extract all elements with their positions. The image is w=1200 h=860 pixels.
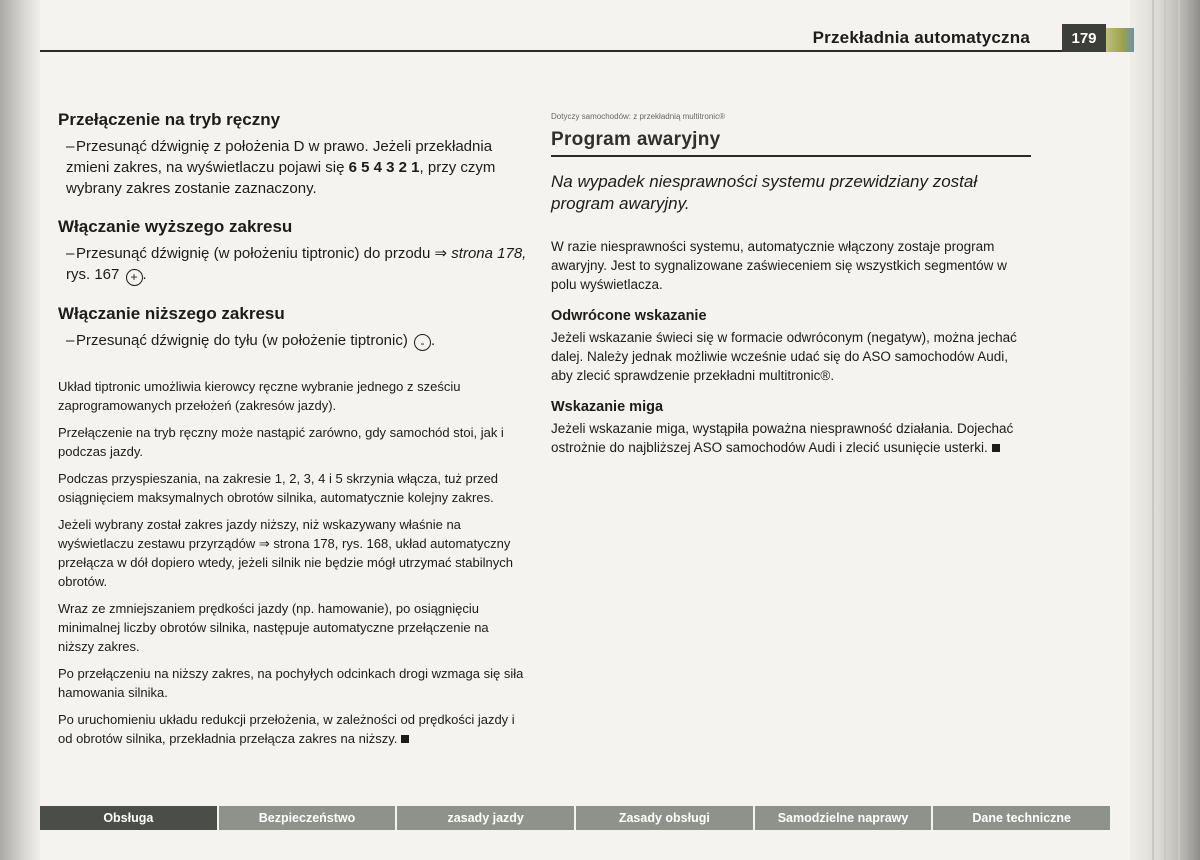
subheading-inverted-display: Odwrócone wskazanie — [551, 308, 707, 324]
note-paragraph: Wraz ze zmniejszaniem prędkości jazdy (np. hamowanie), po osiągnięciu minimalnej liczby obrotów silnika, następuje automatyczne przełączenie na niższy zakres. — [58, 601, 489, 654]
section-paragraph: W razie niesprawności systemu, automatycznie włączony zostaje program awaryjny. Jest to sygnalizowane zaświeceniem się wszystkich segmentów w polu wyświetlacza. — [551, 239, 1007, 292]
upshift-instruction: – Przesunąć dźwignię (w położeniu tiptronic) do przodu ⇒ strona 178, rys. 167 + . — [66, 245, 527, 284]
footer-tab-bezpieczenstwo[interactable]: Bezpieczeństwo — [219, 806, 398, 830]
chapter-color-tab — [1106, 28, 1134, 52]
heading-upshift: Włączanie wyższego zakresu — [58, 217, 293, 236]
end-of-section-square-icon — [401, 735, 409, 743]
end-of-section-square-icon — [992, 444, 1000, 452]
note-paragraph: Przełączenie na tryb ręczny może nastąpić zarówno, gdy samochód stoi, jak i podczas jazdy. — [58, 425, 504, 459]
header-rule — [40, 50, 1062, 52]
section-intro: Na wypadek niesprawności systemu przewidziany został program awaryjny. — [551, 172, 978, 213]
page-edge-left — [0, 0, 40, 860]
left-column — [58, 110, 528, 756]
cross-ref-arrow: ⇒ — [434, 245, 448, 262]
section-title: Program awaryjny — [551, 129, 1031, 157]
footer-tab-obsluga[interactable]: Obsługa — [40, 806, 219, 830]
footer-tab-zasady-obslugi[interactable]: Zasady obsługi — [576, 806, 755, 830]
cross-ref-link[interactable]: strona 178, — [451, 245, 527, 262]
applicability-note: Dotyczy samochodów: z przekładnią multitronic® — [551, 112, 725, 121]
manual-mode-instruction: – Przesunąć dźwignię z położenia D w prawo. Jeżeli przekładnia zmieni zakres, na wyświetlaczu pojawi się 6 5 4 3 2 1, przy czym wybrany zakres zostanie zaznaczony. — [66, 138, 496, 197]
heading-manual-mode: Przełączenie na tryb ręczny — [58, 110, 281, 129]
footer-tab-zasady-jazdy[interactable]: zasady jazdy — [397, 806, 576, 830]
footer-tab-dane-techniczne[interactable]: Dane techniczne — [933, 806, 1110, 830]
downshift-instruction: – Przesunąć dźwignię do tyłu (w położenie tiptronic) - . — [66, 331, 436, 350]
footer-tab-samodzielne-naprawy[interactable]: Samodzielne naprawy — [755, 806, 934, 830]
page-header-title: Przekładnia automatyczna — [812, 28, 1030, 47]
footer-nav — [40, 806, 1110, 830]
note-paragraph: Po przełączeniu na niższy zakres, na pochyłych odcinkach drogi wzmaga się siła hamowania silnika. — [58, 666, 524, 700]
minus-circle-icon: - — [414, 334, 431, 351]
subheading-flashing-display: Wskazanie miga — [551, 399, 664, 415]
page-number: 179 — [1062, 24, 1106, 52]
note-paragraph: Układ tiptronic umożliwia kierowcy ręczne wybranie jednego z sześciu zaprogramowanych przełożeń (zakresów jazdy). — [58, 379, 461, 413]
note-paragraph-last: Po uruchomieniu układu redukcji przełożenia, w zależności od prędkości jazdy i od obrotów silnika, przekładnia przełącza zakres na niższy. — [58, 712, 515, 746]
flashing-display-text: Jeżeli wskazanie miga, wystąpiła poważna niesprawność działania. Dojechać ostrożnie do najbliższej ASO samochodów Audi i zlecić usunięcie usterki. — [551, 421, 1014, 455]
right-column — [551, 112, 1031, 471]
page-edge-right — [1130, 0, 1200, 860]
inverted-display-text: Jeżeli wskazanie świeci się w formacie odwróconym (negatyw), można jechać dalej. Należy jednak możliwie wcześnie udać się do ASO samochodów Audi, aby zlecić sprawdzenie przekładni multitronic®. — [551, 330, 1017, 383]
note-paragraph: Jeżeli wybrany został zakres jazdy niższy, niż wskazywany właśnie na wyświetlaczu zestawu przyrządów ⇒ strona 178, rys. 168, układ automatyczny przełącza w dół dopiero wtedy, jeżeli silnik nie będzie mógł utrzymać stabilnych obrotów. — [58, 517, 513, 589]
note-paragraph: Podczas przyspieszania, na zakresie 1, 2, 3, 4 i 5 skrzynia włącza, tuż przed osiągnięciem maksymalnych obrotów silnika, automatycznie kolejny zakres. — [58, 471, 499, 505]
heading-downshift: Włączanie niższego zakresu — [58, 303, 285, 323]
plus-circle-icon: + — [126, 269, 143, 286]
